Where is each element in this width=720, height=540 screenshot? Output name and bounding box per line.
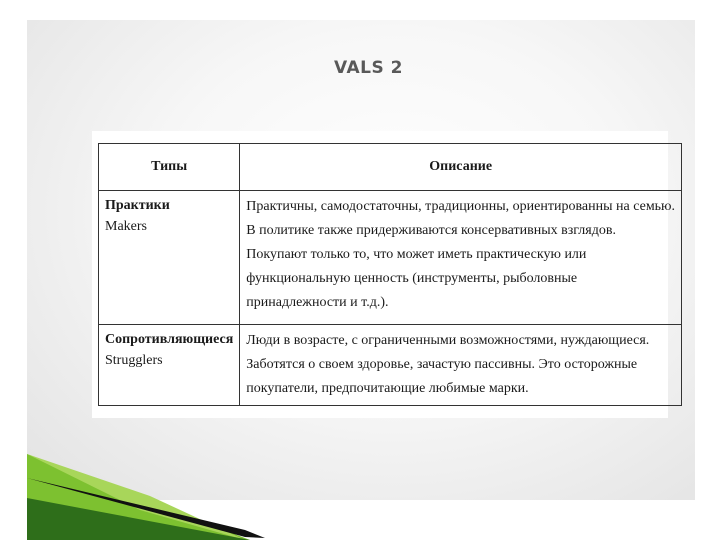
header-description: Описание: [240, 144, 682, 191]
description-cell: [240, 191, 682, 325]
description-line: Практичны, самодостаточны, традиционны, ориентированны на семью.: [246, 199, 676, 214]
description-line: Покупают только то, что может иметь практическую или: [246, 247, 587, 262]
description-line: покупатели, предпочитающие любимые марки.: [246, 381, 529, 396]
description-line: функциональную ценность (инструменты, рыболовные: [246, 271, 578, 286]
description-cell: [240, 325, 682, 406]
type-name-ru: Практики: [105, 198, 170, 213]
green-swoosh-decoration: [0, 440, 720, 540]
type-name-en: Makers: [105, 219, 147, 234]
vals-table: [98, 143, 682, 406]
type-name-en: Strugglers: [105, 353, 163, 368]
slide-title: VALS 2: [334, 58, 403, 78]
description-line: Люди в возрасте, с ограниченными возможностями, нуждающиеся.: [246, 333, 650, 348]
header-types: Типы: [99, 144, 240, 191]
table-image: [92, 131, 676, 418]
type-name-ru: Сопротивляющиеся: [105, 332, 234, 347]
description-line: В политике также придерживаются консервативных взглядов.: [246, 223, 616, 238]
table-row: [99, 325, 682, 406]
table-row: [99, 191, 682, 325]
type-cell: [99, 191, 240, 325]
table-header-row: [99, 144, 682, 191]
description-line: Заботятся о своем здоровье, зачастую пассивны. Это осторожные: [246, 357, 638, 372]
type-cell: [99, 325, 240, 406]
description-line: принадлежности и т.д.).: [246, 295, 389, 310]
